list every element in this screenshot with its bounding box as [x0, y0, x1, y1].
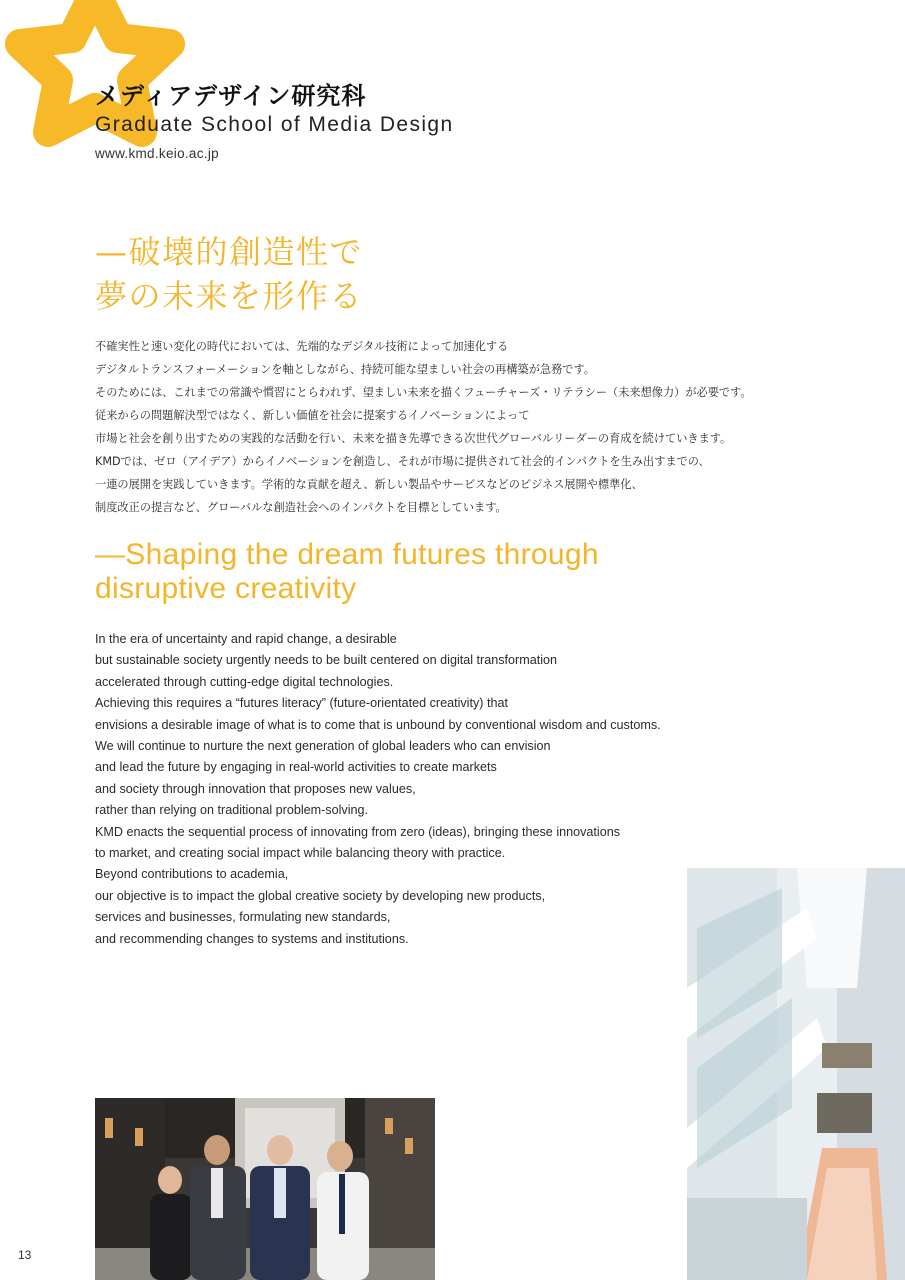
paragraph-line: デジタルトランスフォーメーションを軸としながら、持続可能な望ましい社会の再構築が急務です。: [95, 363, 595, 376]
paragraph-line: envisions a desirable image of what is to come that is unbound by conventional wisdom and customs.: [95, 717, 661, 732]
page-number: 13: [18, 1248, 32, 1262]
paragraph-line: services and businesses, formulating new standards,: [95, 910, 391, 925]
headline-line: 夢の未来を形作る: [95, 277, 364, 315]
paragraph-line: and recommending changes to systems and institutions.: [95, 931, 409, 946]
title-english: Graduate School of Media Design: [95, 113, 454, 136]
paragraph-line: 市場と社会を創り出すための実践的な活動を行い、未来を描き先導できる次世代グローバルリーダーの育成を続けていきます。: [95, 432, 732, 445]
headline-line: —Shaping the dream futures through: [95, 538, 599, 571]
headline-line: —破壊的創造性で: [95, 233, 364, 271]
paragraph-line: 制度改正の提言など、グローバルな創造社会へのインパクトを目標としています。: [95, 501, 507, 514]
atrium-photo: [687, 868, 905, 1280]
paragraph-line: and society through innovation that proposes new values,: [95, 781, 416, 796]
headline-line: disruptive creativity: [95, 572, 357, 605]
paragraph-line: but sustainable society urgently needs to be built centered on digital transformation: [95, 653, 558, 668]
website-url[interactable]: www.kmd.keio.ac.jp: [95, 146, 219, 161]
paragraph-line: KMDでは、ゼロ（アイデア）からイノベーションを創造し、それが市場に提供されて社会的インパクトを生み出すまでの、: [95, 455, 710, 468]
paragraph-line: rather than relying on traditional problem-solving.: [95, 803, 369, 818]
paragraph-line: Beyond contributions to academia,: [95, 867, 289, 882]
title-japanese: メディアデザイン研究科: [95, 82, 367, 110]
paragraph-line: Achieving this requires a “futures literacy” (future-orientated creativity) that: [95, 696, 508, 711]
headline-english: [95, 538, 599, 606]
body-japanese: [95, 335, 752, 519]
paragraph-line: accelerated through cutting-edge digital technologies.: [95, 674, 394, 689]
paragraph-line: 従来からの問題解決型ではなく、新しい価値を社会に提案するイノベーションによって: [95, 409, 530, 422]
header: [95, 80, 454, 161]
paragraph-line: to market, and creating social impact while balancing theory with practice.: [95, 846, 506, 861]
group-photo: [95, 1098, 435, 1280]
paragraph-line: In the era of uncertainty and rapid change, a desirable: [95, 632, 397, 646]
paragraph-line: 不確実性と速い変化の時代においては、先端的なデジタル技術によって加速化する: [95, 340, 509, 353]
paragraph-line: そのためには、これまでの常識や慣習にとらわれず、望ましい未来を描くフューチャーズ・リテラシー（未来想像力）が必要です。: [95, 386, 752, 399]
headline-japanese: [95, 230, 363, 318]
paragraph-line: KMD enacts the sequential process of innovating from zero (ideas), bringing these innovations: [95, 824, 621, 839]
paragraph-line: our objective is to impact the global creative society by developing new products,: [95, 888, 546, 903]
paragraph-line: We will continue to nurture the next generation of global leaders who can envision: [95, 739, 551, 754]
body-english: [95, 629, 661, 950]
paragraph-line: and lead the future by engaging in real-world activities to create markets: [95, 760, 497, 775]
paragraph-line: 一連の展開を実践していきます。学術的な貢献を超え、新しい製品やサービスなどのビジネス展開や標準化、: [95, 478, 643, 491]
